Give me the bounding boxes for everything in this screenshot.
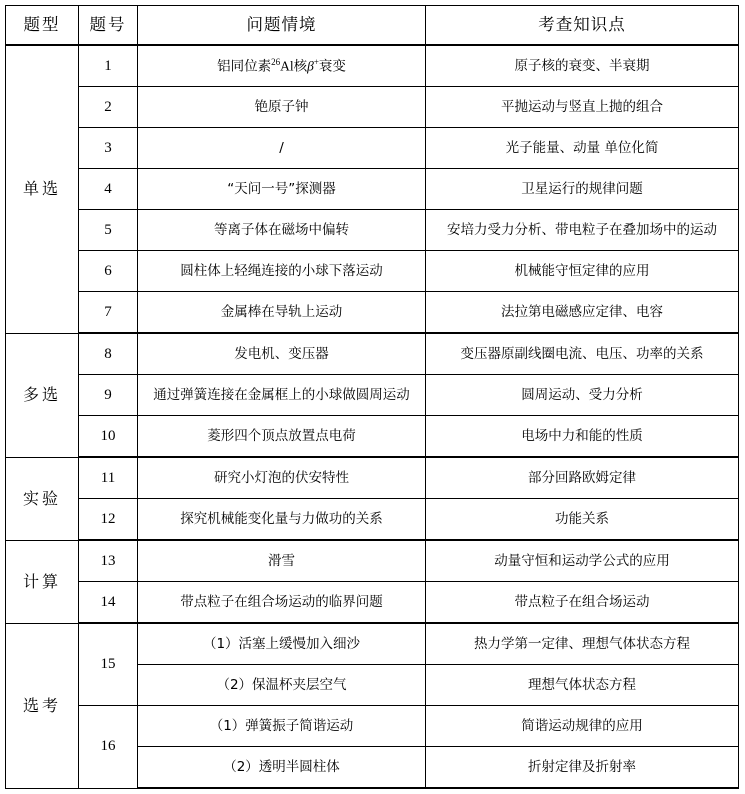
row-knowledge: 安培力受力分析、带电粒子在叠加场中的运动 (426, 210, 739, 251)
row-context: 发电机、变压器 (138, 333, 426, 375)
row-context (138, 45, 426, 87)
table-row (6, 87, 739, 128)
header-cell-type: 题型 (6, 6, 79, 46)
row-number: 9 (79, 375, 138, 416)
table-row (6, 292, 739, 334)
row-knowledge: 折射定律及折射率 (426, 747, 739, 789)
row-number: 2 (79, 87, 138, 128)
header-cell-context: 问题情境 (138, 6, 426, 46)
table-row (6, 375, 739, 416)
header-cell-knowledge: 考查知识点 (426, 6, 739, 46)
section-label-duoxuan: 多选 (6, 333, 79, 457)
row-knowledge: 部分回路欧姆定律 (426, 457, 739, 499)
table-row (6, 706, 739, 747)
table-body (6, 6, 739, 789)
row-knowledge: 卫星运行的规律问题 (426, 169, 739, 210)
section-label-xuankao: 选考 (6, 623, 79, 788)
row-number: 12 (79, 499, 138, 541)
row-context: 滑雪 (138, 540, 426, 582)
row-context: （1）活塞上缓慢加入细沙 (138, 623, 426, 665)
row-number: 3 (79, 128, 138, 169)
row-context: / (138, 128, 426, 169)
row-knowledge: 光子能量、动量 单位化简 (426, 128, 739, 169)
row-number: 6 (79, 251, 138, 292)
row-context: 菱形四个顶点放置点电荷 (138, 416, 426, 458)
row-number: 13 (79, 540, 138, 582)
row-knowledge: 变压器原副线圈电流、电压、功率的关系 (426, 333, 739, 375)
row-context-tail-text: 衰变 (318, 58, 346, 75)
header-cell-number: 题号 (79, 6, 138, 46)
row-number: 7 (79, 292, 138, 334)
table-row (6, 540, 739, 582)
section-label-danxuan: 单选 (6, 45, 79, 333)
section-label-jisuan: 计算 (6, 540, 79, 623)
table-row (6, 45, 739, 87)
row-context: 通过弹簧连接在金属框上的小球做圆周运动 (138, 375, 426, 416)
row-knowledge: 电场中力和能的性质 (426, 416, 739, 458)
row-context: （2）透明半圆柱体 (138, 747, 426, 789)
row-context: 铯原子钟 (138, 87, 426, 128)
beta-symbol: β (307, 58, 314, 74)
row-number: 10 (79, 416, 138, 458)
row-context: “天问一号”探测器 (138, 169, 426, 210)
row-context: （2）保温杯夹层空气 (138, 665, 426, 706)
table-row (6, 251, 739, 292)
table-row (6, 623, 739, 665)
row-knowledge: 机械能守恒定律的应用 (426, 251, 739, 292)
table-row (6, 128, 739, 169)
row-knowledge: 带点粒子在组合场运动 (426, 582, 739, 624)
row-number: 8 (79, 333, 138, 375)
row-knowledge: 原子核的衰变、半衰期 (426, 45, 739, 87)
element-symbol: Al (280, 58, 294, 74)
table-row (6, 169, 739, 210)
row-knowledge: 法拉第电磁感应定律、电容 (426, 292, 739, 334)
table-row (6, 457, 739, 499)
row-context: 带点粒子在组合场运动的临界问题 (138, 582, 426, 624)
row-context: 圆柱体上轻绳连接的小球下落运动 (138, 251, 426, 292)
section-label-shiyan: 实验 (6, 457, 79, 540)
row-number: 15 (79, 623, 138, 706)
table-header-row (6, 6, 739, 46)
table-row (6, 210, 739, 251)
row-knowledge: 热力学第一定律、理想气体状态方程 (426, 623, 739, 665)
row-knowledge: 简谐运动规律的应用 (426, 706, 739, 747)
table-row (6, 333, 739, 375)
beta-charge-superscript: + (313, 56, 319, 67)
row-number: 1 (79, 45, 138, 87)
row-knowledge: 平抛运动与竖直上抛的组合 (426, 87, 739, 128)
row-knowledge: 动量守恒和运动学公式的应用 (426, 540, 739, 582)
row-knowledge: 功能关系 (426, 499, 739, 541)
row-context: 金属棒在导轨上运动 (138, 292, 426, 334)
row-context: 探究机械能变化量与力做功的关系 (138, 499, 426, 541)
row-context-mid-text: 核 (293, 58, 308, 75)
row-context: （1）弹簧振子简谐运动 (138, 706, 426, 747)
exam-summary-table (5, 5, 739, 789)
row-number: 11 (79, 457, 138, 499)
table-row (6, 416, 739, 458)
isotope-superscript: 26 (271, 56, 281, 67)
row-number: 5 (79, 210, 138, 251)
table-row (6, 582, 739, 624)
row-context-text: 铝同位素 (217, 58, 272, 75)
row-number: 14 (79, 582, 138, 624)
row-number: 16 (79, 706, 138, 789)
row-knowledge: 圆周运动、受力分析 (426, 375, 739, 416)
row-knowledge: 理想气体状态方程 (426, 665, 739, 706)
row-number: 4 (79, 169, 138, 210)
row-context: 研究小灯泡的伏安特性 (138, 457, 426, 499)
table-row (6, 499, 739, 541)
row-context: 等离子体在磁场中偏转 (138, 210, 426, 251)
